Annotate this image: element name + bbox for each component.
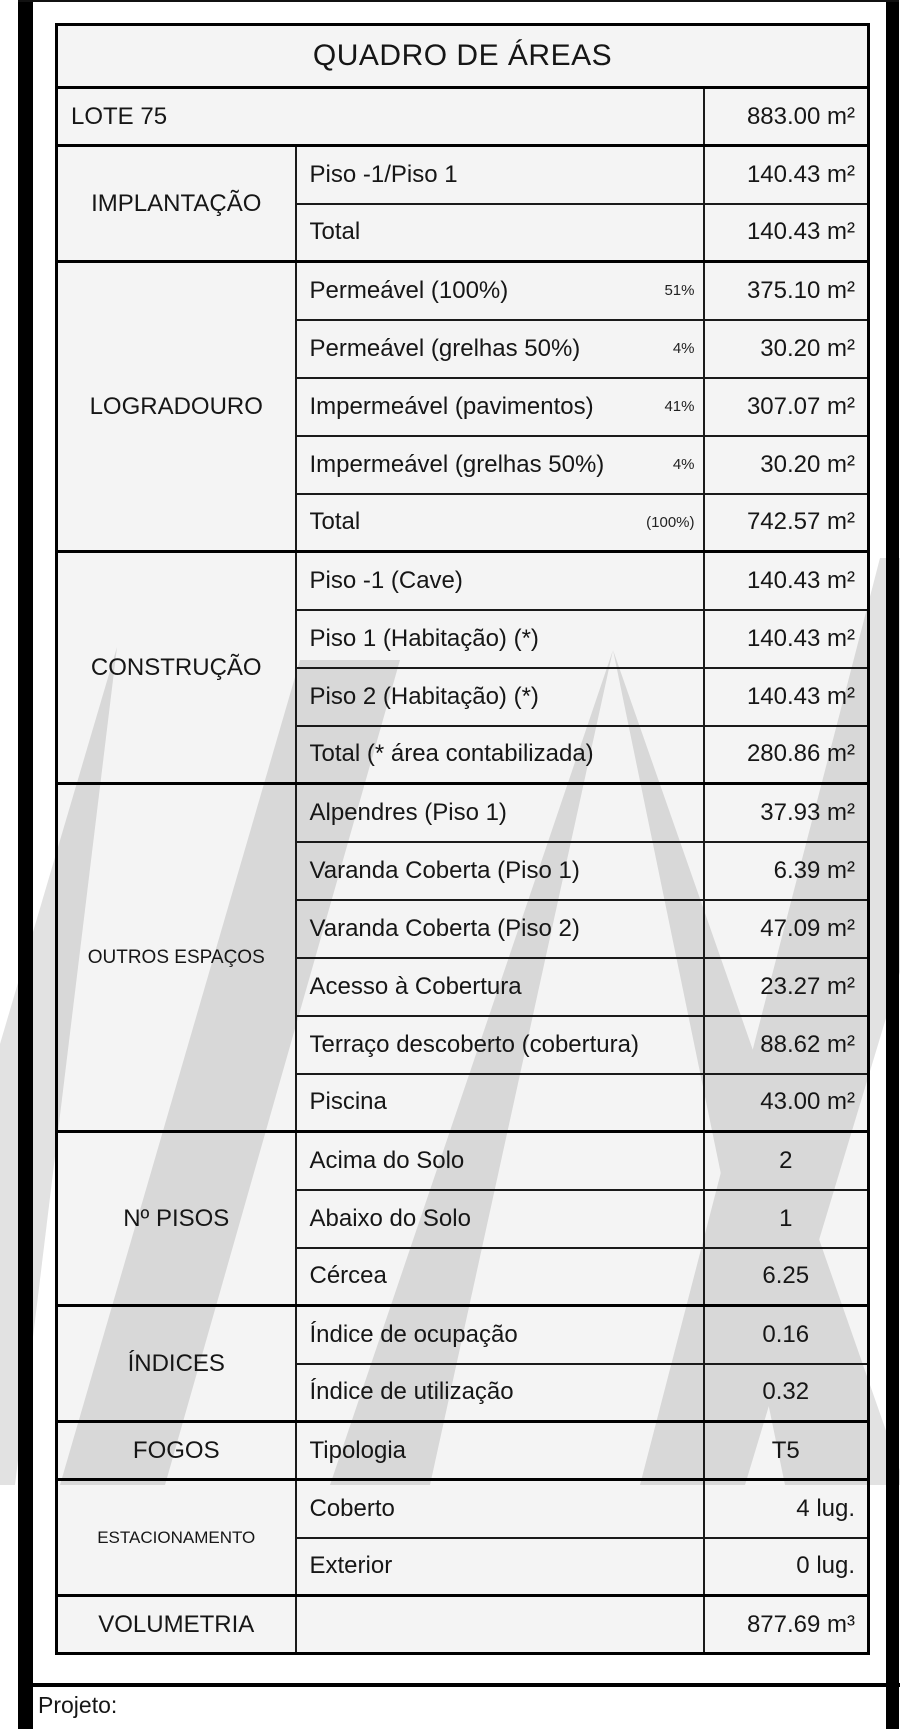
row-value: 4 lug. xyxy=(704,1480,869,1538)
row-label-cell xyxy=(296,1364,704,1422)
row-percentage: 4% xyxy=(672,456,695,473)
frame-right-bar xyxy=(886,0,899,1729)
row-label: Permeável (grelhas 50%) xyxy=(309,334,581,362)
row-value: T5 xyxy=(704,1422,869,1480)
row-label: Piso -1/Piso 1 xyxy=(309,160,458,188)
row-label-cell xyxy=(296,842,704,900)
row-label-cell xyxy=(296,784,704,842)
row-value: 0 lug. xyxy=(704,1538,869,1596)
row-value: 6.25 xyxy=(704,1248,869,1306)
category-cell: OUTROS ESPAÇOS xyxy=(57,784,296,1132)
row-label-cell xyxy=(296,610,704,668)
row-value: 1 xyxy=(704,1190,869,1248)
row-value: 883.00 m² xyxy=(704,88,869,146)
category-cell: VOLUMETRIA xyxy=(57,1596,296,1654)
row-label-cell xyxy=(296,1538,704,1596)
row-value: 307.07 m² xyxy=(704,378,869,436)
row-value: 140.43 m² xyxy=(704,204,869,262)
table-row xyxy=(57,146,869,204)
table-row xyxy=(57,1596,869,1654)
row-value: 742.57 m² xyxy=(704,494,869,552)
table-row xyxy=(57,1132,869,1190)
row-label: Índice de ocupação xyxy=(309,1320,518,1348)
projeto-label: Projeto: xyxy=(38,1692,118,1718)
row-label-cell xyxy=(296,552,704,610)
row-label-cell xyxy=(296,1190,704,1248)
row-label-cell xyxy=(296,726,704,784)
row-label: Cércea xyxy=(309,1262,387,1290)
frame-left-bar xyxy=(18,0,33,1729)
row-percentage: (100%) xyxy=(646,513,695,531)
row-label-cell xyxy=(296,262,704,320)
row-value: 140.43 m² xyxy=(704,146,869,204)
row-label: Total (* área contabilizada) xyxy=(309,740,594,768)
row-label-cell xyxy=(296,1480,704,1538)
row-value: 43.00 m² xyxy=(704,1074,869,1132)
row-value: 877.69 m³ xyxy=(704,1596,869,1654)
table-row xyxy=(57,784,869,842)
row-label: Piscina xyxy=(309,1088,387,1116)
row-label-cell xyxy=(296,436,704,494)
row-value: 47.09 m² xyxy=(704,900,869,958)
row-label-cell xyxy=(296,146,704,204)
row-label-cell xyxy=(296,320,704,378)
row-percentage: 4% xyxy=(672,340,695,357)
row-value: 0.16 xyxy=(704,1306,869,1364)
table-title-row xyxy=(57,25,869,88)
row-label-cell xyxy=(296,494,704,552)
row-label-cell xyxy=(296,1074,704,1132)
category-cell: ESTACIONAMENTO xyxy=(57,1480,296,1596)
row-value: 30.20 m² xyxy=(704,436,869,494)
table-title: QUADRO DE ÁREAS xyxy=(57,25,869,88)
row-value: 30.20 m² xyxy=(704,320,869,378)
row-label-cell xyxy=(296,204,704,262)
table-row xyxy=(57,1422,869,1480)
row-label: Varanda Coberta (Piso 1) xyxy=(309,856,580,884)
areas-table xyxy=(55,23,870,1655)
row-label: Impermeável (pavimentos) xyxy=(309,392,594,420)
row-value: 280.86 m² xyxy=(704,726,869,784)
row-value: 140.43 m² xyxy=(704,552,869,610)
row-value: 2 xyxy=(704,1132,869,1190)
row-value: 375.10 m² xyxy=(704,262,869,320)
row-value: 6.39 m² xyxy=(704,842,869,900)
row-label: Piso 1 (Habitação) (*) xyxy=(309,624,539,652)
areas-table-body xyxy=(57,88,869,1654)
row-label-cell xyxy=(296,1596,704,1654)
row-label: Terraço descoberto (cobertura) xyxy=(309,1030,639,1058)
category-cell: LOGRADOURO xyxy=(57,262,296,552)
row-label: Varanda Coberta (Piso 2) xyxy=(309,914,580,942)
row-percentage: 51% xyxy=(664,282,695,300)
category-cell: LOTE 75 xyxy=(57,88,704,146)
row-label: Abaixo do Solo xyxy=(309,1204,471,1232)
row-label: Índice de utilização xyxy=(309,1378,514,1406)
row-label-cell xyxy=(296,378,704,436)
row-label-cell xyxy=(296,1248,704,1306)
category-cell: CONSTRUÇÃO xyxy=(57,552,296,784)
row-label: Tipologia xyxy=(309,1436,407,1464)
row-label: Piso 2 (Habitação) (*) xyxy=(309,682,539,710)
row-label: Acesso à Cobertura xyxy=(309,972,522,1000)
row-label-cell xyxy=(296,1422,704,1480)
row-label: Total xyxy=(309,218,361,246)
row-label: Total xyxy=(309,508,361,536)
table-row xyxy=(57,88,869,146)
row-label-cell xyxy=(296,958,704,1016)
row-value: 37.93 m² xyxy=(704,784,869,842)
row-label: Impermeável (grelhas 50%) xyxy=(309,450,605,478)
row-label-cell xyxy=(296,1016,704,1074)
category-cell: IMPLANTAÇÃO xyxy=(57,146,296,262)
row-label: Alpendres (Piso 1) xyxy=(309,798,507,826)
frame-top-line xyxy=(18,0,899,2)
row-value: 140.43 m² xyxy=(704,668,869,726)
row-label-cell xyxy=(296,900,704,958)
category-cell: Nº PISOS xyxy=(57,1132,296,1306)
row-label-cell xyxy=(296,1132,704,1190)
row-label: Piso -1 (Cave) xyxy=(309,566,463,594)
row-value: 23.27 m² xyxy=(704,958,869,1016)
table-row xyxy=(57,552,869,610)
table-row xyxy=(57,1480,869,1538)
row-value: 140.43 m² xyxy=(704,610,869,668)
category-cell: ÍNDICES xyxy=(57,1306,296,1422)
table-row xyxy=(57,1306,869,1364)
row-label-cell xyxy=(296,668,704,726)
table-row xyxy=(57,262,869,320)
row-label: Exterior xyxy=(309,1552,393,1580)
row-label: Acima do Solo xyxy=(309,1146,465,1174)
row-label: Permeável (100%) xyxy=(309,276,509,304)
category-cell: FOGOS xyxy=(57,1422,296,1480)
titleblock-divider xyxy=(33,1683,900,1687)
row-percentage: 41% xyxy=(664,398,695,415)
row-value: 88.62 m² xyxy=(704,1016,869,1074)
row-value: 0.32 xyxy=(704,1364,869,1422)
row-label: Coberto xyxy=(309,1494,395,1522)
row-label-cell xyxy=(296,1306,704,1364)
